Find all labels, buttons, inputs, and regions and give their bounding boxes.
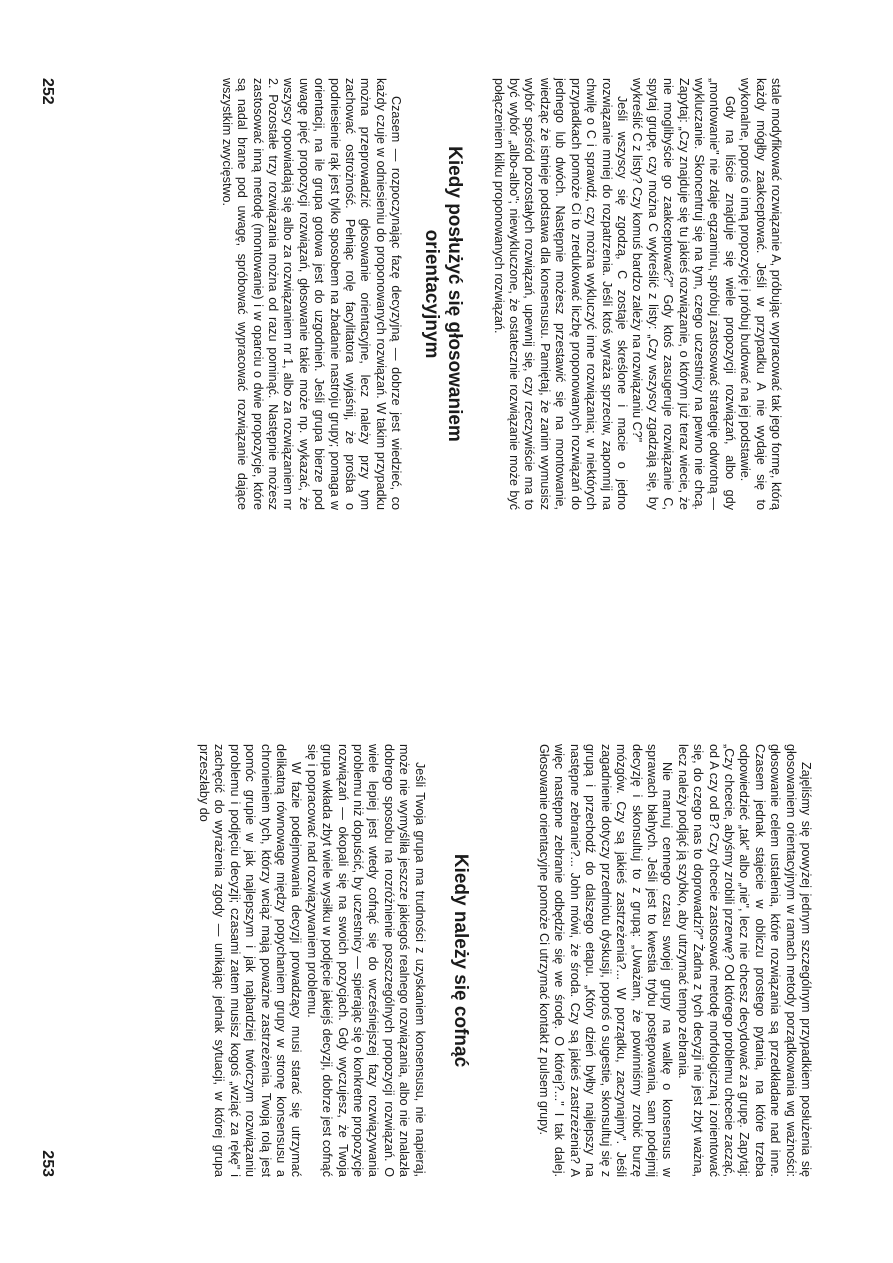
left-page — [0, 0, 893, 620]
paragraph: Gdy na liście znajduje się wiele propozycji rozwiązań, albo gdy „montowanie" nie zdaje egzaminu, spróbuj zastosować strategię odwrotną — wykluczanie. Skoncentruj się na tym, czego uczestnicy na pewno nie chcą. Zapytaj: „Czy znajduje się tu jakieś rozwiązanie, o którym już teraz wiecie, że nie moglibyście go zaakceptować?" Gdy ktoś zasugeruje rozwiązanie C, spytaj grupę, czy można C wykreślić z listy: „Czy wszyscy zgadzają się, by wykreślić C z listy? Czy komuś bardzo zależy na rozwiązaniu C?" — [630, 78, 737, 510]
section-heading: Kiedy posłużyć się głosowaniem orientacyjnym — [421, 146, 466, 442]
right-page-text-column — [196, 744, 813, 1177]
paragraph: Czasem — rozpoczynając fazę decyzyjną — dobrze jest wiedzieć, co każdy czuje w odniesieniu do proponowanych rozwiązań. W takim przypadku można przeprowadzić głosowanie orientacyjne, lecz należy przy tym zachować ostrożność. Pełniąc rolę facylitatora wyjaśnij, że prośba o podniesienie rąk jest tylko sposobem na zbadanie nastroju grupy; pomaga w orientacji, na ile grupa gotowa jest do uzgodnień. Jeśli grupa bierze pod uwagę pięć propozycji rozwiązań, głosowanie takie może np. wykazać, że wszyscy opowiadają się albo za rozwiązaniem nr 1, albo za rozwiązaniem nr 2. Pozostałe trzy rozwiązania można od razu pominąć. Następnie możesz zastosować inną metodę (montowanie) i w oparciu o dwie propozycje, które są nadal brane pod uwagę, spróbować wypracować rozwiązanie dające wszystkim zwycięstwo. — [219, 78, 404, 510]
page-number: 252 — [39, 78, 56, 105]
right-page — [0, 640, 893, 1263]
paragraph: Jeśli wszyscy się zgodzą, C zostaje skreślone i macie o jedno rozwiązanie mniej do rozpatrzenia. Jeśli ktoś wyraża sprzeciw, zapomnij na chwilę o C i sprawdź, czy można wykluczyć inne rozwiązania; w niektórych przypadkach pomoże Ci to zredukować liczbę proponowanych rozwiązań do jednego lub dwóch. Następnie możesz przestawić się na montowanie, wiedząc że istnieje podstawa dla konsensusu. Pamiętaj, że zanim wymusisz wybór spośród pozostałych rozwiązań, upewnij się, czy rzeczywiście ma to być wybór „albo-albo"; niewykluczone, że ostatecznie rozwiązanie może być połączeniem kilku proponowanych rozwiązań. — [491, 78, 629, 510]
paragraph: Jeśli Twoja grupa ma trudności z uzyskaniem konsensusu, nie napieraj, może nie wymyśliła jeszcze jakiegoś realnego rozwiązania, albo nie znalazła dobrego sposobu na rozróżnienie poszczególnych propozycji rozwiązań. O wiele lepiej jest wtedy cofnąć się do wcześniejszej fazy rozwiązywania problemu niż dopuścić, by uczestnicy — spierając się o konkretne propozycje rozwiązań — okopali się na swoich pozycjach. Gdy wyczujesz, że Twoja grupa wkłada zbyt wiele wysiłku w podjęcie jakiejś decyzji, dobrze jest cofnąć się i popracować nad rozwiązywaniem problemu. — [304, 744, 427, 1177]
left-page-text-column — [218, 78, 783, 510]
paragraph: W fazie podejmowania decyzji prowadzący musi starać się utrzymać delikatną równowagę między popychaniem grupy w stronę konsensusu a chronieniem tych, którzy wciąż mają poważne zastrzeżenia. Twoją rolą jest pomóc grupie w jak najlepszym i jak najbardziej twórczym rozwiązaniu problemu i podjęciu decyzji; czasami zatem musisz kogoś „wziąć za rękę" i zachęcić do wyrażenia zgody — unikając jednak sytuacji, w której grupa przeszłaby do — [197, 744, 304, 1177]
paragraph: Zajęliśmy się powyżej jednym szczególnym przypadkiem posłużenia się głosowaniem orientacyjnym w ramach metody porządkowania wg ważności: głosowanie celem ustalenia, które rozwiązania są przedkładane nad inne. Czasem jednak stajecie w obliczu prostego pytania, na które trzeba odpowiedzieć „tak" albo „nie", lecz nie chcesz decydować za grupę. Zapytaj: „Czy chcecie, abyśmy zrobili przerwę? Od którego problemu chcecie zacząć, od A czy od B? Czy chcecie zastosować metodę morfologiczną i zorientować się, do czego nas to doprowadzi?" Żadna z tych decyzji nie jest zbyt ważna, lecz należy podjąć ją szybko, aby utrzymać tempo zebrania. — [675, 744, 813, 1177]
paragraph: stale modyfikować rozwiązanie A, próbując wypracować tak jego formę, którą każdy mógłby zaakceptować. Jeśli w przypadku A nie wydaje się to wykonalne, poproś o inną propozycję i próbuj budować na jej podstawie. — [738, 78, 783, 510]
section-heading: Kiedy należy się cofnąć — [449, 853, 471, 1068]
page-number: 253 — [39, 1150, 56, 1177]
paragraph: Nie marnuj cennego czasu swojej grupy na walkę o konsensus w sprawach błahych. Jeśli jest to kwestia trybu postępowania, sam podejmij decyzję i skonsultuj to z grupą: „Uważam, że powinniśmy zrobić burzę mózgów. Czy są jakieś zastrzeżenia?... W porządku, zaczynajmy". Jeśli zagadnienie dotyczy przedmiotu dyskusji, poproś o sugestie, skonsultuj się z grupą i przechodź do dalszego etapu. „Który dzień byłby najlepszy na następne zebranie?... John mówi, że środa. Czy są jakieś zastrzeżenia? A więc następne zebranie odbędzie się we środę. O której?..." I tak dalej. Głosowanie orientacyjne pomoże Ci utrzymać kontakt z pulsem grupy. — [537, 744, 675, 1177]
